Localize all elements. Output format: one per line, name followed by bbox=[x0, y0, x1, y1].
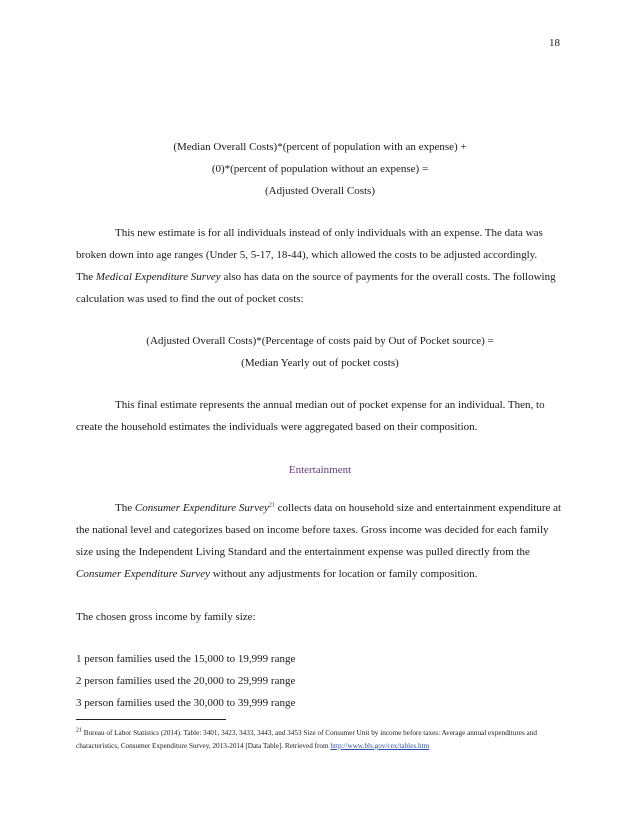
para1-line3 bbox=[76, 270, 564, 284]
medical-expenditure-survey-title: Medical Expenditure Survey bbox=[95, 271, 221, 283]
section-heading-entertainment: Entertainment bbox=[288, 464, 352, 476]
para1-line3-post: also has data on the source of payments for the overall costs. The following bbox=[220, 271, 556, 283]
formula2-line1: (Adjusted Overall Costs)*(Percentage of costs paid by Out of Pocket source) = bbox=[146, 335, 494, 347]
para3-line4-post: without any adjustments for location or family composition. bbox=[210, 568, 478, 580]
footnote-text-2: characteristics, Consumer Expenditure Survey, 2013-2014 [Data Table]. Retrieved from bbox=[76, 742, 331, 750]
income-list-item: 1 person families used the 15,000 to 19,999 range bbox=[76, 653, 296, 665]
para2-line1: This final estimate represents the annual median out of pocket expense for an individual. Then, to bbox=[115, 399, 545, 411]
footnote-text-1: Bureau of Labor Statistics (2014). Table: 3401, 3423, 3433, 3443, and 3453 Size of Consumer Unit by income before taxes: Average annual expenditures and bbox=[82, 729, 537, 737]
para1-line2: broken down into age ranges (Under 5, 5-17, 18-44), which allowed the costs to be adjusted accordingly. bbox=[76, 249, 538, 261]
para1-line3-pre: The bbox=[76, 271, 96, 283]
consumer-expenditure-survey-title-2: Consumer Expenditure Survey bbox=[76, 568, 211, 580]
footnote-marker: 21 bbox=[76, 727, 82, 734]
income-list-item: 3 person families used the 30,000 to 39,999 range bbox=[76, 697, 296, 709]
para1-line1: This new estimate is for all individuals instead of only individuals with an expense. The data was bbox=[115, 227, 543, 239]
page-number: 18 bbox=[549, 37, 560, 49]
consumer-expenditure-survey-title: Consumer Expenditure Survey bbox=[134, 502, 269, 514]
footnote-link[interactable]: http://www.bls.gov/cex/tables.htm bbox=[330, 742, 430, 750]
formula2-line2: (Median Yearly out of pocket costs) bbox=[241, 357, 399, 369]
footnote-ref-21: 21 bbox=[268, 502, 275, 509]
footnote-line1 bbox=[76, 728, 576, 739]
para2-line2: create the household estimates the individuals were aggregated based on their composition. bbox=[76, 421, 478, 433]
para3-line1-pre: The bbox=[115, 502, 135, 514]
para3-line2: the national level and categorizes based on income before taxes. Gross income was decided for each family bbox=[76, 524, 549, 536]
para3-line4 bbox=[76, 567, 564, 581]
footnote-line2 bbox=[76, 741, 576, 752]
income-list-item: 2 person families used the 20,000 to 29,999 range bbox=[76, 675, 296, 687]
para1-line4: calculation was used to find the out of pocket costs: bbox=[76, 293, 304, 305]
formula1-line1: (Median Overall Costs)*(percent of population with an expense) + bbox=[173, 141, 467, 153]
footnote-divider bbox=[76, 719, 226, 720]
para3-line3: size using the Independent Living Standard and the entertainment expense was pulled directly from the bbox=[76, 546, 530, 558]
formula1-line2: (0)*(percent of population without an expense) = bbox=[211, 163, 429, 175]
income-intro: The chosen gross income by family size: bbox=[76, 611, 256, 623]
formula1-line3: (Adjusted Overall Costs) bbox=[265, 185, 375, 197]
para3-line1-post: collects data on household size and entertainment expenditure at bbox=[274, 502, 562, 514]
para3-line1 bbox=[76, 501, 564, 515]
